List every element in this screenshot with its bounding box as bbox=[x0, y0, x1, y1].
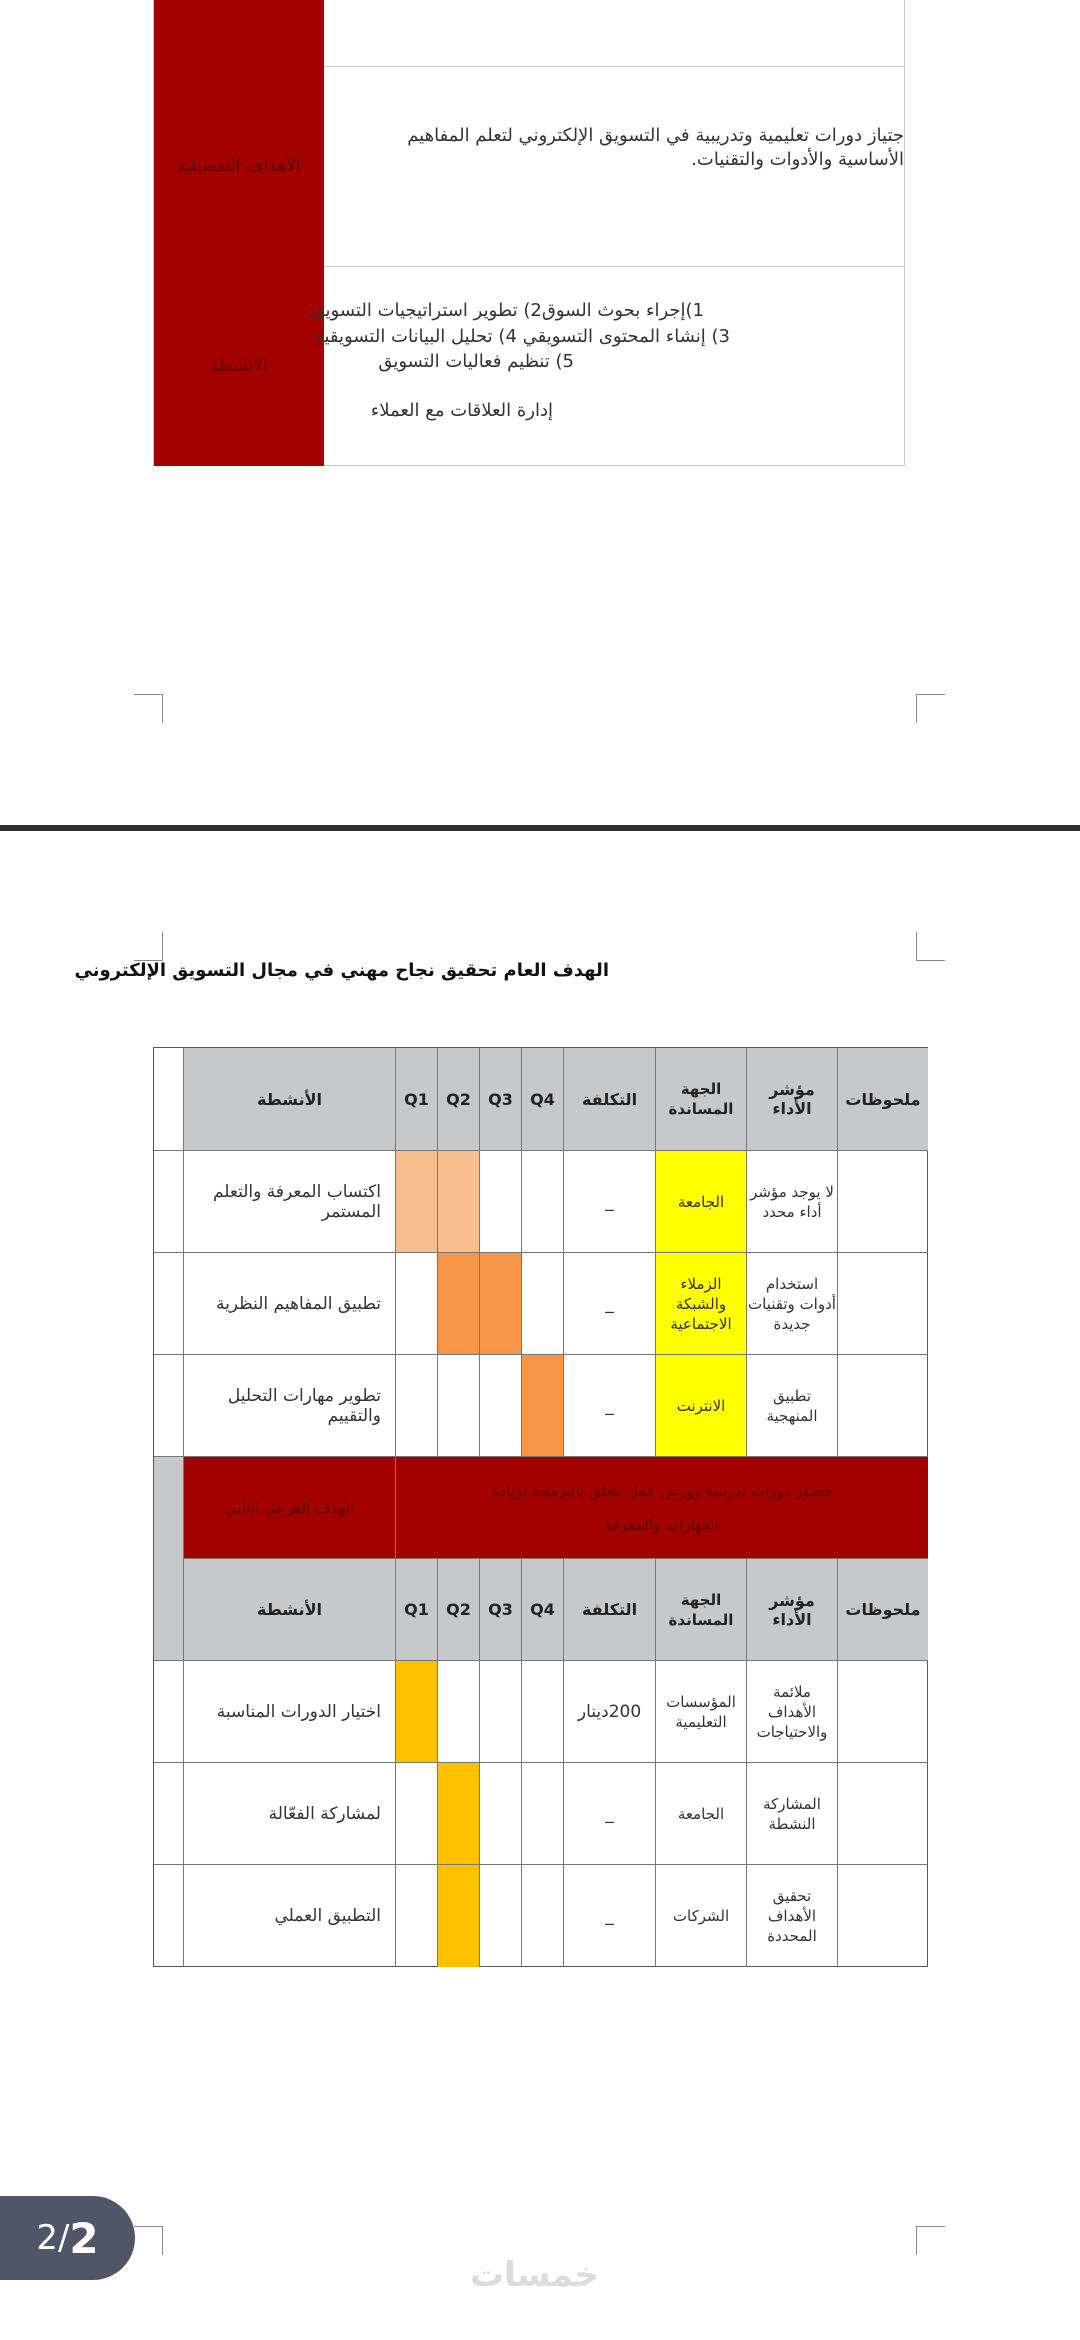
text-cell-empty bbox=[324, 0, 904, 67]
cost-cell: _ bbox=[563, 1762, 655, 1864]
q4-cell bbox=[521, 1864, 563, 1967]
q4-cell bbox=[521, 1660, 563, 1762]
page-total: 2/ bbox=[36, 2218, 70, 2258]
cost-cell: _ bbox=[563, 1864, 655, 1967]
header-support: الجهة المساندة bbox=[655, 1558, 746, 1660]
corner-mark bbox=[916, 2226, 945, 2255]
activities-line-3: 5) تنظيم فعاليات التسويق bbox=[378, 351, 574, 372]
margin-cell bbox=[154, 1048, 183, 1150]
margin-cell bbox=[154, 1150, 183, 1252]
header-q4: Q4 bbox=[521, 1558, 563, 1660]
header-q3: Q3 bbox=[479, 1558, 521, 1660]
kpi-cell: استخدام أدوات وتقنيات جديدة bbox=[746, 1252, 837, 1354]
header-q1: Q1 bbox=[395, 1558, 437, 1660]
margin-cell bbox=[154, 1762, 183, 1864]
q3-cell bbox=[479, 1354, 521, 1456]
watermark-logo: خمسات bbox=[470, 2255, 599, 2295]
q1-cell-filled bbox=[395, 1660, 437, 1762]
q4-cell bbox=[521, 1150, 563, 1252]
kpi-cell: ملائمة الأهداف والاحتياجات bbox=[746, 1660, 837, 1762]
label-cell-detailed-goals: الاهداف التفصيلية bbox=[154, 66, 324, 267]
kpi-cell: لا يوجد مؤشر أداء محدد bbox=[746, 1150, 837, 1252]
header-kpi: مؤشر الأداء bbox=[746, 1048, 837, 1150]
margin-cell bbox=[154, 1252, 183, 1354]
text-cell-detailed-goals bbox=[324, 66, 904, 267]
corner-mark bbox=[134, 2226, 163, 2255]
page-title: الهدف العام تحقيق نجاح مهني في مجال التسويق الإلكتروني bbox=[74, 960, 609, 981]
corner-mark bbox=[134, 694, 163, 723]
header-q4: Q4 bbox=[521, 1048, 563, 1150]
q3-cell bbox=[479, 1150, 521, 1252]
notes-cell bbox=[837, 1762, 928, 1864]
q4-cell bbox=[521, 1762, 563, 1864]
activity-cell: اختيار الدورات المناسبة bbox=[183, 1660, 395, 1762]
corner-mark bbox=[916, 932, 945, 961]
activity-cell: تطبيق المفاهيم النظرية bbox=[183, 1252, 395, 1354]
activities-line-1: 1)إجراء بحوث السوق2) تطوير استراتيجيات التسويق bbox=[310, 300, 704, 321]
header-q3: Q3 bbox=[479, 1048, 521, 1150]
margin-cell bbox=[154, 1864, 183, 1967]
activity-cell: لمشاركة الفعّالة bbox=[183, 1762, 395, 1864]
q1-cell-filled bbox=[395, 1150, 437, 1252]
kpi-cell: تطبيق المنهجية bbox=[746, 1354, 837, 1456]
page-current: 2 bbox=[69, 2213, 99, 2263]
margin-cell bbox=[154, 1660, 183, 1762]
q2-cell bbox=[437, 1354, 479, 1456]
q2-cell-filled bbox=[437, 1252, 479, 1354]
q2-cell-filled bbox=[437, 1762, 479, 1864]
sub-goal-label: الهدف الفرعي الثاني bbox=[183, 1456, 395, 1558]
details-table bbox=[153, 0, 905, 466]
q3-cell bbox=[479, 1864, 521, 1967]
header-activities: الأنشطة bbox=[183, 1558, 395, 1660]
header-cost: التكلفة bbox=[563, 1558, 655, 1660]
support-cell: الانترنت bbox=[655, 1354, 746, 1456]
plan-table bbox=[153, 1047, 928, 1967]
q4-cell bbox=[521, 1252, 563, 1354]
label-cell-empty bbox=[154, 0, 324, 67]
q1-cell bbox=[395, 1864, 437, 1967]
page-divider bbox=[0, 825, 1080, 831]
activity-cell: التطبيق العملي bbox=[183, 1864, 395, 1967]
support-cell: الجامعة bbox=[655, 1150, 746, 1252]
header-kpi: مؤشر الأداء bbox=[746, 1558, 837, 1660]
activities-line-2: 3) إنشاء المحتوى التسويقي 4) تحليل البيانات التسويقية bbox=[314, 326, 730, 347]
cost-cell: _ bbox=[563, 1150, 655, 1252]
q2-cell-filled bbox=[437, 1864, 479, 1967]
kpi-cell: المشاركة النشطة bbox=[746, 1762, 837, 1864]
support-cell: المؤسسات التعليمية bbox=[655, 1660, 746, 1762]
cost-cell: 200دينار bbox=[563, 1660, 655, 1762]
support-cell: الزملاء والشبكة الاجتماعية bbox=[655, 1252, 746, 1354]
q3-cell bbox=[479, 1660, 521, 1762]
notes-cell bbox=[837, 1354, 928, 1456]
notes-cell bbox=[837, 1150, 928, 1252]
page-indicator[interactable] bbox=[0, 2196, 135, 2280]
q2-cell-filled bbox=[437, 1150, 479, 1252]
support-cell: الشركات bbox=[655, 1864, 746, 1967]
header-cost: التكلفة bbox=[563, 1048, 655, 1150]
text-cell-activities bbox=[310, 266, 904, 466]
margin-cell-gray bbox=[154, 1456, 183, 1660]
activities-line-4: إدارة العلاقات مع العملاء bbox=[370, 400, 553, 421]
notes-cell bbox=[837, 1252, 928, 1354]
q1-cell bbox=[395, 1252, 437, 1354]
kpi-cell: تحقيق الأهداف المحددة bbox=[746, 1864, 837, 1967]
header-q1: Q1 bbox=[395, 1048, 437, 1150]
header-notes: ملحوظات bbox=[837, 1048, 928, 1150]
q3-cell bbox=[479, 1762, 521, 1864]
label-cell-activities: الانشطة bbox=[154, 266, 324, 466]
detailed-goals-text: جتياز دورات تعليمية وتدريبية في التسويق الإلكتروني لتعلم المفاهيم الأساسية والأدوات والتقنيات. bbox=[407, 125, 904, 170]
margin-cell bbox=[154, 1354, 183, 1456]
q3-cell-filled bbox=[479, 1252, 521, 1354]
support-cell: الجامعة bbox=[655, 1762, 746, 1864]
corner-mark bbox=[916, 694, 945, 723]
q4-cell-filled bbox=[521, 1354, 563, 1456]
activity-cell: تطوير مهارات التحليل والتقييم bbox=[183, 1354, 395, 1456]
notes-cell bbox=[837, 1864, 928, 1967]
notes-cell bbox=[837, 1660, 928, 1762]
header-q2: Q2 bbox=[437, 1048, 479, 1150]
sub-goal-text: حضور دورات تدريبية وورش عمل تتعلق بالبرمجة لزيادة المهارات والمعرفة bbox=[395, 1456, 928, 1558]
activity-cell: اكتساب المعرفة والتعلم المستمر bbox=[183, 1150, 395, 1252]
header-notes: ملحوظات bbox=[837, 1558, 928, 1660]
header-q2: Q2 bbox=[437, 1558, 479, 1660]
q1-cell bbox=[395, 1762, 437, 1864]
q1-cell bbox=[395, 1354, 437, 1456]
q2-cell bbox=[437, 1660, 479, 1762]
header-activities: الأنشطة bbox=[183, 1048, 395, 1150]
cost-cell: _ bbox=[563, 1354, 655, 1456]
cost-cell: _ bbox=[563, 1252, 655, 1354]
header-support: الجهة المساندة bbox=[655, 1048, 746, 1150]
corner-mark bbox=[134, 932, 163, 961]
